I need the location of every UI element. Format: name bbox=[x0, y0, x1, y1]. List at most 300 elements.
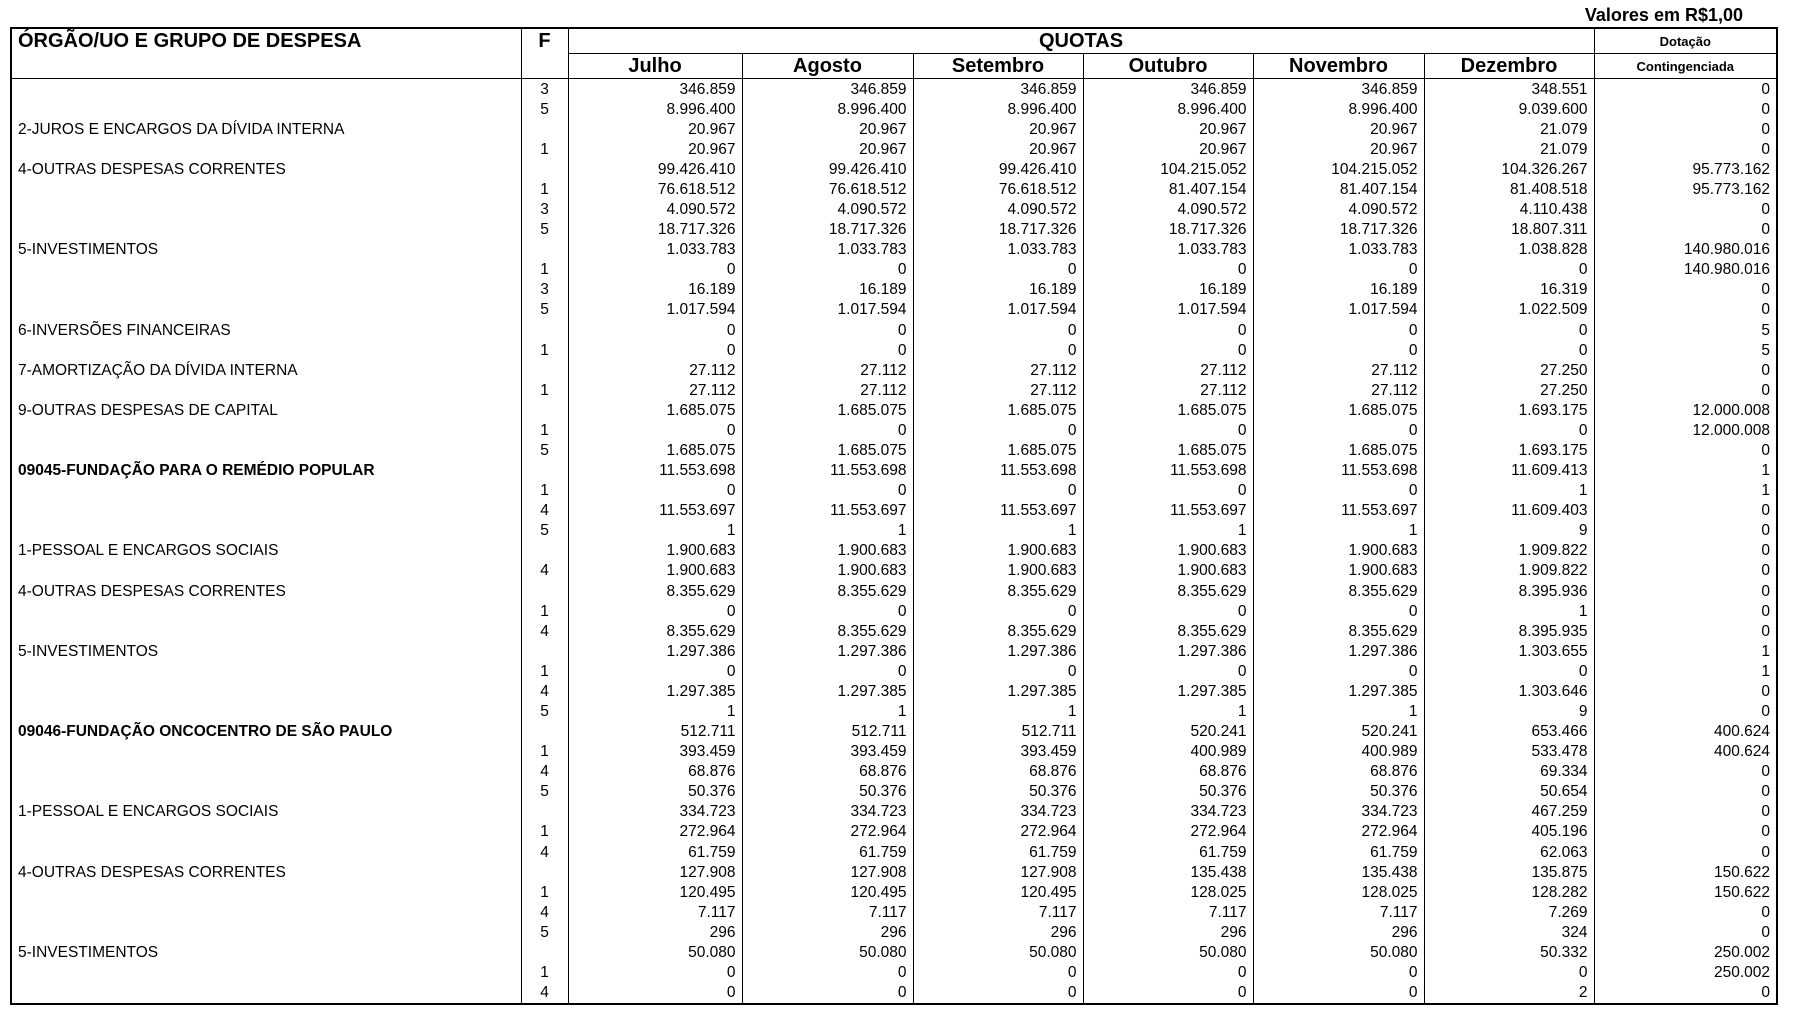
f-cell bbox=[521, 581, 568, 601]
value-cell-julho: 512.711 bbox=[568, 722, 742, 742]
dotacao-header-line2: Contingenciada bbox=[1594, 54, 1777, 79]
f-cell: 5 bbox=[521, 701, 568, 721]
value-cell-dezembro: 0 bbox=[1424, 260, 1594, 280]
table-row bbox=[11, 902, 1777, 922]
value-cell-dezembro: 8.395.935 bbox=[1424, 621, 1594, 641]
expense-group-label bbox=[11, 99, 521, 119]
expense-group-label: 2-JUROS E ENCARGOS DA DÍVIDA INTERNA bbox=[11, 119, 521, 139]
expense-group-label bbox=[11, 260, 521, 280]
value-cell-julho: 76.618.512 bbox=[568, 179, 742, 199]
organ-column-header: ÓRGÃO/UO E GRUPO DE DESPESA bbox=[11, 28, 521, 79]
table-row bbox=[11, 440, 1777, 460]
value-cell-julho: 27.112 bbox=[568, 360, 742, 380]
table-row bbox=[11, 601, 1777, 621]
expense-group-label bbox=[11, 882, 521, 902]
value-cell-julho: 0 bbox=[568, 661, 742, 681]
f-cell: 5 bbox=[521, 99, 568, 119]
table-row bbox=[11, 220, 1777, 240]
value-cell-dotacao: 0 bbox=[1594, 782, 1777, 802]
value-cell-julho: 11.553.698 bbox=[568, 461, 742, 481]
value-cell-julho: 99.426.410 bbox=[568, 159, 742, 179]
expense-group-label bbox=[11, 220, 521, 240]
month-header-julho: Julho bbox=[568, 54, 742, 79]
value-cell-agosto: 1.017.594 bbox=[742, 300, 913, 320]
value-cell-outubro: 50.376 bbox=[1083, 782, 1253, 802]
value-cell-julho: 0 bbox=[568, 260, 742, 280]
table-row bbox=[11, 842, 1777, 862]
value-cell-dezembro: 1 bbox=[1424, 481, 1594, 501]
value-cell-dotacao: 95.773.162 bbox=[1594, 159, 1777, 179]
f-cell bbox=[521, 320, 568, 340]
value-cell-outubro: 1 bbox=[1083, 701, 1253, 721]
table-row bbox=[11, 119, 1777, 139]
value-cell-novembro: 50.376 bbox=[1253, 782, 1424, 802]
value-cell-agosto: 1.033.783 bbox=[742, 240, 913, 260]
value-cell-setembro: 1.900.683 bbox=[913, 541, 1083, 561]
value-cell-agosto: 1.685.075 bbox=[742, 400, 913, 420]
f-cell bbox=[521, 240, 568, 260]
value-cell-julho: 0 bbox=[568, 420, 742, 440]
value-cell-julho: 1.900.683 bbox=[568, 561, 742, 581]
value-cell-agosto: 1.900.683 bbox=[742, 561, 913, 581]
value-cell-julho: 50.376 bbox=[568, 782, 742, 802]
value-cell-outubro: 520.241 bbox=[1083, 722, 1253, 742]
value-cell-setembro: 16.189 bbox=[913, 280, 1083, 300]
value-cell-outubro: 81.407.154 bbox=[1083, 179, 1253, 199]
f-cell: 1 bbox=[521, 481, 568, 501]
value-cell-agosto: 0 bbox=[742, 340, 913, 360]
value-cell-outubro: 1.900.683 bbox=[1083, 541, 1253, 561]
value-cell-dotacao: 0 bbox=[1594, 200, 1777, 220]
value-cell-setembro: 0 bbox=[913, 420, 1083, 440]
value-cell-julho: 272.964 bbox=[568, 822, 742, 842]
value-cell-julho: 1.297.385 bbox=[568, 681, 742, 701]
value-cell-novembro: 104.215.052 bbox=[1253, 159, 1424, 179]
value-cell-setembro: 7.117 bbox=[913, 902, 1083, 922]
value-cell-agosto: 1.297.385 bbox=[742, 681, 913, 701]
f-cell bbox=[521, 942, 568, 962]
value-cell-outubro: 128.025 bbox=[1083, 882, 1253, 902]
f-cell: 1 bbox=[521, 340, 568, 360]
value-cell-novembro: 18.717.326 bbox=[1253, 220, 1424, 240]
expense-group-label: 1-PESSOAL E ENCARGOS SOCIAIS bbox=[11, 541, 521, 561]
value-cell-setembro: 1.017.594 bbox=[913, 300, 1083, 320]
value-cell-outubro: 1.685.075 bbox=[1083, 440, 1253, 460]
value-cell-setembro: 20.967 bbox=[913, 139, 1083, 159]
value-cell-julho: 1.017.594 bbox=[568, 300, 742, 320]
value-cell-dezembro: 81.408.518 bbox=[1424, 179, 1594, 199]
f-cell: 5 bbox=[521, 922, 568, 942]
f-cell: 4 bbox=[521, 681, 568, 701]
f-cell: 5 bbox=[521, 782, 568, 802]
value-cell-setembro: 8.996.400 bbox=[913, 99, 1083, 119]
f-cell bbox=[521, 159, 568, 179]
value-cell-setembro: 68.876 bbox=[913, 762, 1083, 782]
value-cell-novembro: 1.033.783 bbox=[1253, 240, 1424, 260]
table-row bbox=[11, 742, 1777, 762]
value-cell-setembro: 20.967 bbox=[913, 119, 1083, 139]
f-cell: 4 bbox=[521, 762, 568, 782]
value-cell-agosto: 7.117 bbox=[742, 902, 913, 922]
table-row bbox=[11, 882, 1777, 902]
value-cell-julho: 120.495 bbox=[568, 882, 742, 902]
dotacao-header-line1: Dotação bbox=[1594, 28, 1777, 54]
value-cell-setembro: 50.080 bbox=[913, 942, 1083, 962]
f-cell: 1 bbox=[521, 962, 568, 982]
expense-group-label bbox=[11, 661, 521, 681]
f-cell bbox=[521, 119, 568, 139]
expense-group-label bbox=[11, 139, 521, 159]
table-row bbox=[11, 320, 1777, 340]
value-cell-outubro: 1 bbox=[1083, 521, 1253, 541]
expense-group-label bbox=[11, 200, 521, 220]
expense-group-label bbox=[11, 561, 521, 581]
table-row bbox=[11, 501, 1777, 521]
value-cell-dezembro: 50.654 bbox=[1424, 782, 1594, 802]
value-cell-outubro: 50.080 bbox=[1083, 942, 1253, 962]
value-cell-setembro: 11.553.697 bbox=[913, 501, 1083, 521]
value-cell-agosto: 76.618.512 bbox=[742, 179, 913, 199]
value-cell-dezembro: 7.269 bbox=[1424, 902, 1594, 922]
value-cell-setembro: 0 bbox=[913, 320, 1083, 340]
table-row bbox=[11, 240, 1777, 260]
value-cell-dezembro: 324 bbox=[1424, 922, 1594, 942]
value-cell-agosto: 0 bbox=[742, 601, 913, 621]
value-cell-novembro: 0 bbox=[1253, 661, 1424, 681]
table-row bbox=[11, 641, 1777, 661]
month-header-outubro: Outubro bbox=[1083, 54, 1253, 79]
value-cell-dezembro: 1.693.175 bbox=[1424, 440, 1594, 460]
value-cell-dotacao: 0 bbox=[1594, 621, 1777, 641]
table-row bbox=[11, 461, 1777, 481]
expense-group-label: 5-INVESTIMENTOS bbox=[11, 240, 521, 260]
value-cell-julho: 0 bbox=[568, 983, 742, 1004]
value-cell-novembro: 135.438 bbox=[1253, 862, 1424, 882]
value-cell-julho: 11.553.697 bbox=[568, 501, 742, 521]
f-cell: 1 bbox=[521, 179, 568, 199]
value-cell-agosto: 0 bbox=[742, 320, 913, 340]
value-cell-dotacao: 0 bbox=[1594, 79, 1777, 100]
value-cell-agosto: 0 bbox=[742, 962, 913, 982]
table-row bbox=[11, 983, 1777, 1004]
expense-group-label: 4-OUTRAS DESPESAS CORRENTES bbox=[11, 581, 521, 601]
value-cell-setembro: 0 bbox=[913, 661, 1083, 681]
value-cell-outubro: 11.553.698 bbox=[1083, 461, 1253, 481]
value-cell-novembro: 7.117 bbox=[1253, 902, 1424, 922]
expense-group-label bbox=[11, 762, 521, 782]
value-cell-setembro: 8.355.629 bbox=[913, 621, 1083, 641]
value-cell-outubro: 135.438 bbox=[1083, 862, 1253, 882]
value-cell-novembro: 81.407.154 bbox=[1253, 179, 1424, 199]
f-cell: 1 bbox=[521, 260, 568, 280]
value-cell-julho: 1.685.075 bbox=[568, 440, 742, 460]
expense-group-label: 7-AMORTIZAÇÃO DA DÍVIDA INTERNA bbox=[11, 360, 521, 380]
value-cell-agosto: 0 bbox=[742, 420, 913, 440]
value-cell-dotacao: 5 bbox=[1594, 340, 1777, 360]
table-row bbox=[11, 300, 1777, 320]
expense-group-label bbox=[11, 179, 521, 199]
value-cell-dezembro: 11.609.403 bbox=[1424, 501, 1594, 521]
value-cell-julho: 50.080 bbox=[568, 942, 742, 962]
f-cell bbox=[521, 541, 568, 561]
value-cell-dezembro: 348.551 bbox=[1424, 79, 1594, 100]
value-cell-novembro: 50.080 bbox=[1253, 942, 1424, 962]
value-cell-julho: 393.459 bbox=[568, 742, 742, 762]
value-cell-novembro: 1.900.683 bbox=[1253, 541, 1424, 561]
value-cell-outubro: 1.900.683 bbox=[1083, 561, 1253, 581]
value-cell-dotacao: 0 bbox=[1594, 360, 1777, 380]
value-cell-setembro: 99.426.410 bbox=[913, 159, 1083, 179]
expense-group-label: 4-OUTRAS DESPESAS CORRENTES bbox=[11, 159, 521, 179]
expense-group-label bbox=[11, 782, 521, 802]
value-cell-dezembro: 21.079 bbox=[1424, 139, 1594, 159]
value-cell-julho: 18.717.326 bbox=[568, 220, 742, 240]
value-cell-outubro: 20.967 bbox=[1083, 139, 1253, 159]
f-cell: 4 bbox=[521, 983, 568, 1004]
value-cell-dezembro: 1.038.828 bbox=[1424, 240, 1594, 260]
value-cell-setembro: 8.355.629 bbox=[913, 581, 1083, 601]
value-cell-novembro: 0 bbox=[1253, 260, 1424, 280]
value-cell-dotacao: 0 bbox=[1594, 119, 1777, 139]
value-cell-agosto: 27.112 bbox=[742, 380, 913, 400]
value-cell-outubro: 104.215.052 bbox=[1083, 159, 1253, 179]
value-cell-novembro: 8.996.400 bbox=[1253, 99, 1424, 119]
value-cell-setembro: 4.090.572 bbox=[913, 200, 1083, 220]
table-row bbox=[11, 179, 1777, 199]
value-cell-outubro: 0 bbox=[1083, 601, 1253, 621]
value-cell-setembro: 11.553.698 bbox=[913, 461, 1083, 481]
value-cell-agosto: 18.717.326 bbox=[742, 220, 913, 240]
table-row bbox=[11, 942, 1777, 962]
value-cell-dotacao: 1 bbox=[1594, 461, 1777, 481]
value-cell-agosto: 27.112 bbox=[742, 360, 913, 380]
table-row bbox=[11, 420, 1777, 440]
expense-group-label bbox=[11, 79, 521, 100]
value-cell-outubro: 334.723 bbox=[1083, 802, 1253, 822]
value-cell-dotacao: 1 bbox=[1594, 641, 1777, 661]
value-cell-dezembro: 21.079 bbox=[1424, 119, 1594, 139]
value-cell-setembro: 1.297.385 bbox=[913, 681, 1083, 701]
table-row bbox=[11, 541, 1777, 561]
table-row bbox=[11, 701, 1777, 721]
value-cell-agosto: 1.900.683 bbox=[742, 541, 913, 561]
expense-group-label: 4-OUTRAS DESPESAS CORRENTES bbox=[11, 862, 521, 882]
value-cell-outubro: 16.189 bbox=[1083, 280, 1253, 300]
value-cell-dezembro: 0 bbox=[1424, 320, 1594, 340]
value-cell-dotacao: 0 bbox=[1594, 681, 1777, 701]
value-cell-novembro: 16.189 bbox=[1253, 280, 1424, 300]
value-cell-dezembro: 0 bbox=[1424, 340, 1594, 360]
value-cell-setembro: 1.900.683 bbox=[913, 561, 1083, 581]
value-cell-dotacao: 12.000.008 bbox=[1594, 400, 1777, 420]
value-cell-julho: 61.759 bbox=[568, 842, 742, 862]
value-cell-novembro: 20.967 bbox=[1253, 119, 1424, 139]
value-cell-julho: 7.117 bbox=[568, 902, 742, 922]
value-cell-outubro: 272.964 bbox=[1083, 822, 1253, 842]
value-cell-julho: 8.355.629 bbox=[568, 581, 742, 601]
value-cell-agosto: 1.297.386 bbox=[742, 641, 913, 661]
value-cell-outubro: 1.297.385 bbox=[1083, 681, 1253, 701]
table-row bbox=[11, 581, 1777, 601]
value-cell-dezembro: 16.319 bbox=[1424, 280, 1594, 300]
value-cell-dezembro: 11.609.413 bbox=[1424, 461, 1594, 481]
value-cell-setembro: 27.112 bbox=[913, 380, 1083, 400]
value-cell-agosto: 0 bbox=[742, 983, 913, 1004]
value-cell-agosto: 1 bbox=[742, 701, 913, 721]
value-cell-julho: 1.900.683 bbox=[568, 541, 742, 561]
value-cell-novembro: 11.553.698 bbox=[1253, 461, 1424, 481]
value-cell-dezembro: 9 bbox=[1424, 701, 1594, 721]
expense-group-label bbox=[11, 440, 521, 460]
f-cell: 1 bbox=[521, 661, 568, 681]
value-cell-agosto: 334.723 bbox=[742, 802, 913, 822]
value-cell-dezembro: 533.478 bbox=[1424, 742, 1594, 762]
f-cell: 1 bbox=[521, 139, 568, 159]
value-cell-agosto: 11.553.697 bbox=[742, 501, 913, 521]
table-row bbox=[11, 521, 1777, 541]
value-cell-agosto: 1.685.075 bbox=[742, 440, 913, 460]
value-cell-novembro: 1.297.386 bbox=[1253, 641, 1424, 661]
value-cell-dezembro: 27.250 bbox=[1424, 380, 1594, 400]
f-cell: 5 bbox=[521, 440, 568, 460]
value-cell-agosto: 50.376 bbox=[742, 782, 913, 802]
value-cell-novembro: 0 bbox=[1253, 983, 1424, 1004]
value-cell-dotacao: 5 bbox=[1594, 320, 1777, 340]
table-row bbox=[11, 661, 1777, 681]
value-cell-agosto: 50.080 bbox=[742, 942, 913, 962]
value-cell-dezembro: 1.303.655 bbox=[1424, 641, 1594, 661]
value-cell-dezembro: 104.326.267 bbox=[1424, 159, 1594, 179]
f-cell: 3 bbox=[521, 280, 568, 300]
value-cell-agosto: 0 bbox=[742, 260, 913, 280]
value-cell-setembro: 346.859 bbox=[913, 79, 1083, 100]
header-row-top bbox=[11, 28, 1777, 54]
table-row bbox=[11, 99, 1777, 119]
value-cell-agosto: 16.189 bbox=[742, 280, 913, 300]
value-cell-novembro: 520.241 bbox=[1253, 722, 1424, 742]
value-cell-agosto: 0 bbox=[742, 481, 913, 501]
value-cell-julho: 0 bbox=[568, 601, 742, 621]
f-cell bbox=[521, 722, 568, 742]
value-cell-setembro: 61.759 bbox=[913, 842, 1083, 862]
value-cell-agosto: 8.355.629 bbox=[742, 621, 913, 641]
value-cell-outubro: 0 bbox=[1083, 420, 1253, 440]
expense-group-label bbox=[11, 601, 521, 621]
units-label: Valores em R$1,00 bbox=[1584, 5, 1743, 25]
value-cell-agosto: 120.495 bbox=[742, 882, 913, 902]
value-cell-setembro: 1.297.386 bbox=[913, 641, 1083, 661]
value-cell-dotacao: 1 bbox=[1594, 661, 1777, 681]
value-cell-setembro: 76.618.512 bbox=[913, 179, 1083, 199]
value-cell-novembro: 1.685.075 bbox=[1253, 440, 1424, 460]
expense-group-label bbox=[11, 922, 521, 942]
value-cell-dezembro: 135.875 bbox=[1424, 862, 1594, 882]
value-cell-dotacao: 0 bbox=[1594, 99, 1777, 119]
value-cell-outubro: 8.996.400 bbox=[1083, 99, 1253, 119]
value-cell-julho: 296 bbox=[568, 922, 742, 942]
table-row bbox=[11, 340, 1777, 360]
value-cell-outubro: 400.989 bbox=[1083, 742, 1253, 762]
value-cell-novembro: 27.112 bbox=[1253, 360, 1424, 380]
value-cell-novembro: 27.112 bbox=[1253, 380, 1424, 400]
value-cell-setembro: 512.711 bbox=[913, 722, 1083, 742]
value-cell-outubro: 0 bbox=[1083, 320, 1253, 340]
value-cell-outubro: 8.355.629 bbox=[1083, 621, 1253, 641]
value-cell-dotacao: 0 bbox=[1594, 802, 1777, 822]
value-cell-dotacao: 150.622 bbox=[1594, 882, 1777, 902]
f-cell: 5 bbox=[521, 220, 568, 240]
expense-group-label: 5-INVESTIMENTOS bbox=[11, 641, 521, 661]
value-cell-julho: 0 bbox=[568, 962, 742, 982]
value-cell-outubro: 8.355.629 bbox=[1083, 581, 1253, 601]
expense-group-label bbox=[11, 902, 521, 922]
value-cell-dotacao: 0 bbox=[1594, 601, 1777, 621]
table-row bbox=[11, 481, 1777, 501]
value-cell-agosto: 68.876 bbox=[742, 762, 913, 782]
expense-group-label: 1-PESSOAL E ENCARGOS SOCIAIS bbox=[11, 802, 521, 822]
value-cell-outubro: 0 bbox=[1083, 481, 1253, 501]
value-cell-outubro: 11.553.697 bbox=[1083, 501, 1253, 521]
value-cell-dotacao: 0 bbox=[1594, 220, 1777, 240]
value-cell-dezembro: 1.022.509 bbox=[1424, 300, 1594, 320]
value-cell-outubro: 296 bbox=[1083, 922, 1253, 942]
value-cell-agosto: 393.459 bbox=[742, 742, 913, 762]
value-cell-outubro: 4.090.572 bbox=[1083, 200, 1253, 220]
value-cell-dotacao: 0 bbox=[1594, 300, 1777, 320]
organ-unit-label: 09046-FUNDAÇÃO ONCOCENTRO DE SÃO PAULO bbox=[11, 722, 521, 742]
value-cell-julho: 127.908 bbox=[568, 862, 742, 882]
expense-group-label: 9-OUTRAS DESPESAS DE CAPITAL bbox=[11, 400, 521, 420]
value-cell-outubro: 1.297.386 bbox=[1083, 641, 1253, 661]
value-cell-outubro: 0 bbox=[1083, 260, 1253, 280]
value-cell-dezembro: 27.250 bbox=[1424, 360, 1594, 380]
value-cell-dotacao: 0 bbox=[1594, 581, 1777, 601]
f-cell: 5 bbox=[521, 300, 568, 320]
value-cell-novembro: 272.964 bbox=[1253, 822, 1424, 842]
value-cell-novembro: 0 bbox=[1253, 601, 1424, 621]
value-cell-julho: 8.355.629 bbox=[568, 621, 742, 641]
expense-group-label bbox=[11, 300, 521, 320]
value-cell-setembro: 0 bbox=[913, 260, 1083, 280]
value-cell-julho: 0 bbox=[568, 481, 742, 501]
month-header-dezembro: Dezembro bbox=[1424, 54, 1594, 79]
value-cell-dezembro: 128.282 bbox=[1424, 882, 1594, 902]
value-cell-novembro: 20.967 bbox=[1253, 139, 1424, 159]
value-cell-outubro: 346.859 bbox=[1083, 79, 1253, 100]
value-cell-agosto: 20.967 bbox=[742, 139, 913, 159]
value-cell-dezembro: 1 bbox=[1424, 601, 1594, 621]
table-row bbox=[11, 280, 1777, 300]
value-cell-julho: 16.189 bbox=[568, 280, 742, 300]
value-cell-novembro: 0 bbox=[1253, 420, 1424, 440]
expense-group-label bbox=[11, 380, 521, 400]
value-cell-dotacao: 400.624 bbox=[1594, 722, 1777, 742]
month-header-setembro: Setembro bbox=[913, 54, 1083, 79]
table-row bbox=[11, 159, 1777, 179]
value-cell-julho: 334.723 bbox=[568, 802, 742, 822]
value-cell-dotacao: 0 bbox=[1594, 842, 1777, 862]
value-cell-dezembro: 50.332 bbox=[1424, 942, 1594, 962]
value-cell-dotacao: 250.002 bbox=[1594, 962, 1777, 982]
value-cell-julho: 8.996.400 bbox=[568, 99, 742, 119]
value-cell-setembro: 1 bbox=[913, 521, 1083, 541]
f-cell bbox=[521, 862, 568, 882]
expense-group-label bbox=[11, 842, 521, 862]
value-cell-outubro: 0 bbox=[1083, 962, 1253, 982]
month-header-agosto: Agosto bbox=[742, 54, 913, 79]
f-column-header: F bbox=[521, 28, 568, 79]
value-cell-dezembro: 1.909.822 bbox=[1424, 561, 1594, 581]
